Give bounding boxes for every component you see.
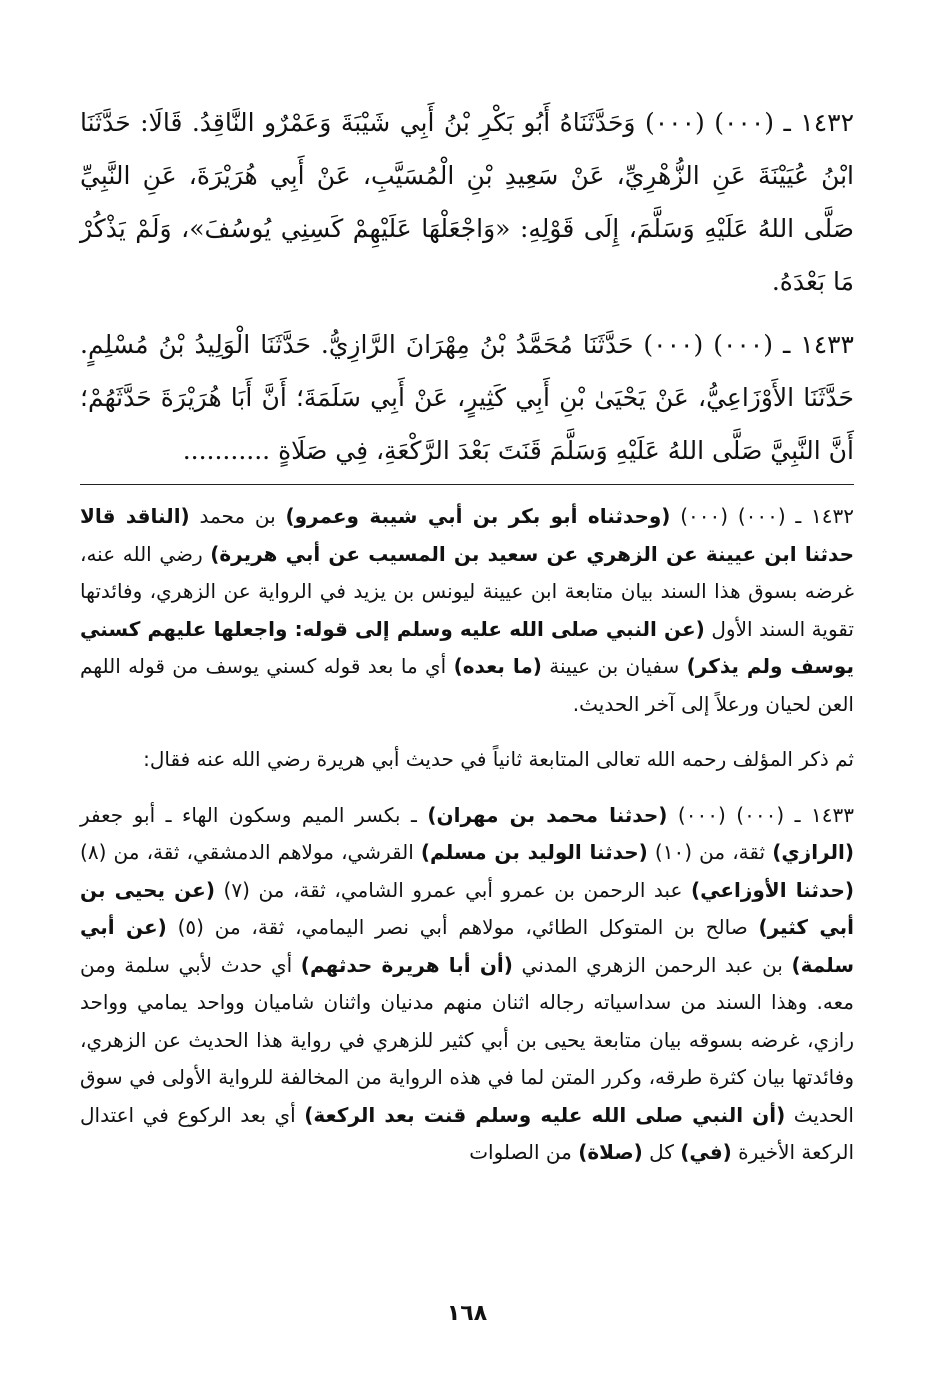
footnote-divider (80, 484, 854, 485)
bold-quoted-text: (حدثنا محمد بن مهران) (427, 802, 668, 827)
hadith-1433: ١٤٣٣ ـ (٠٠٠) (٠٠٠) حَدَّثَنَا مُحَمَّدُ بْنُ مِهْرَانَ الرَّازِيُّ. حَدَّثَنَا الْوَلِيدُ بْنُ مُسْلِمٍ. حَدَّثَنَا الأَوْزَاعِيُّ، عَنْ يَحْيَىٰ بْنِ أَبِي كَثِيرٍ، عَنْ أَبِي سَلَمَةَ؛ أَنَّ أَبَا هُرَيْرَةَ حَدَّثَهُمْ؛ أَنَّ النَّبِيَّ صَلَّى اللهُ عَلَيْهِ وَسَلَّمَ قَنَتَ بَعْدَ الرَّكْعَةِ، فِي صَلَاةٍ ........... (80, 330, 854, 465)
bold-quoted-text: (الرازي) (772, 840, 854, 864)
commentary-text: رضي الله عنه، غرضه بسوق هذا السند بيان متابعة ابن عيينة ليونس بن يزيد في الرواية عن الزهري، وفائدتها تقوية السند الأول (80, 541, 854, 641)
commentary (80, 498, 854, 1190)
commentary-transition: ثم ذكر المؤلف رحمه الله تعالى المتابعة ثانياً في حديث أبي هريرة رضي الله عنه فقال: (143, 747, 854, 771)
bold-quoted-text: (الناقد قالا حدثنا ابن عيينة عن الزهري عن سعيد بن المسيب عن أبي هريرة) (80, 504, 854, 566)
hadith-text (80, 96, 854, 477)
page-number: ١٦٨ (446, 1301, 488, 1326)
commentary-text: ـ بكسر الميم وسكون الهاء ـ أبو جعفر (80, 802, 428, 827)
bold-quoted-text: (وحدثناه أبو بكر بن أبي شيبة وعمرو) (285, 504, 671, 528)
commentary-text: أي بعد الركوع في اعتدال الركعة الأخيرة (80, 1102, 854, 1164)
book-page (80, 96, 854, 1338)
bold-quoted-text: (حدثنا الوليد بن مسلم) (420, 840, 648, 864)
bold-quoted-text: (عن النبي صلى الله عليه وسلم إلى قوله: واجعلها عليهم كسني يوسف ولم يذكر) (80, 616, 854, 678)
bold-quoted-text: (حدثنا الأوزاعي) (690, 877, 855, 902)
bold-quoted-text: (في) (680, 1140, 732, 1164)
commentary-text: ١٤٣٢ ـ (٠٠٠) (٠٠٠) (670, 504, 855, 528)
bold-quoted-text: (صلاة) (578, 1140, 643, 1164)
bold-quoted-text: (ما بعده) (453, 654, 542, 678)
commentary-text: القرشي، مولاهم الدمشقي، ثقة، من (٨) (80, 840, 421, 864)
commentary-text: بن عبد الرحمن الزهري المدني (512, 952, 792, 977)
commentary-text: أي ما بعد قوله كسني يوسف من قوله اللهم العن لحيان ورعلاً إلى آخر الحديث. (80, 654, 854, 716)
commentary-text: صالح بن المتوكل الطائي، مولاهم أبي نصر اليمامي، ثقة، من (٥) (166, 915, 759, 939)
commentary-text: ثقة، من (١٠) (647, 840, 773, 864)
commentary-text: سفيان بن عيينة (541, 654, 687, 678)
bold-quoted-text: (عن أبي سلمة) (80, 915, 854, 977)
bold-quoted-text: (أن أبا هريرة حدثهم) (300, 952, 513, 977)
bold-quoted-text: (عن يحيى بن أبي كثير) (80, 877, 854, 939)
commentary-text: من الصلوات (469, 1140, 579, 1164)
commentary-text: كل (642, 1140, 681, 1164)
bold-quoted-text: (أن النبي صلى الله عليه وسلم قنت بعد الركعة) (304, 1102, 786, 1127)
commentary-text: عبد الرحمن بن عمرو أبي عمرو الشامي، ثقة، من (٧) (214, 877, 691, 902)
hadith-1432: ١٤٣٢ ـ (٠٠٠) (٠٠٠) وَحَدَّثَنَاهُ أَبُو بَكْرِ بْنُ أَبِي شَيْبَةَ وَعَمْرٌو النَّاقِدُ. قَالَا: حَدَّثَنَا ابْنُ عُيَيْنَةَ عَنِ الزُّهْرِيِّ، عَنْ سَعِيدِ بْنِ الْمُسَيَّبِ، عَنْ أَبِي هُرَيْرَةَ، عَنِ النَّبِيِّ صَلَّى اللهُ عَلَيْهِ وَسَلَّمَ، إِلَى قَوْلِهِ: «وَاجْعَلْهَا عَلَيْهِمْ كَسِنِي يُوسُفَ»، وَلَمْ يَذْكُرْ مَا بَعْدَهُ. (80, 108, 854, 296)
commentary-1432 (80, 498, 854, 723)
commentary-text: أي حدث لأبي سلمة ومن معه. وهذا السند من سداسياته رجاله اثنان منهم مدنيان واثنان شاميان وواحد يمامي وواحد رازي، غرضه بسوقه بيان متابعة يحيى بن أبي كثير للزهري في رواية هذا الحديث عن الزهري، وفائدتها بيان كثرة طرقه، وكرر المتن لما في هذه الرواية من المخالفة للرواية الأولى في سوق الحديث (80, 952, 854, 1127)
commentary-text: بن محمد (189, 504, 286, 528)
commentary-text: ١٤٣٣ ـ (٠٠٠) (٠٠٠) (667, 802, 854, 827)
commentary-1433 (80, 797, 854, 1172)
